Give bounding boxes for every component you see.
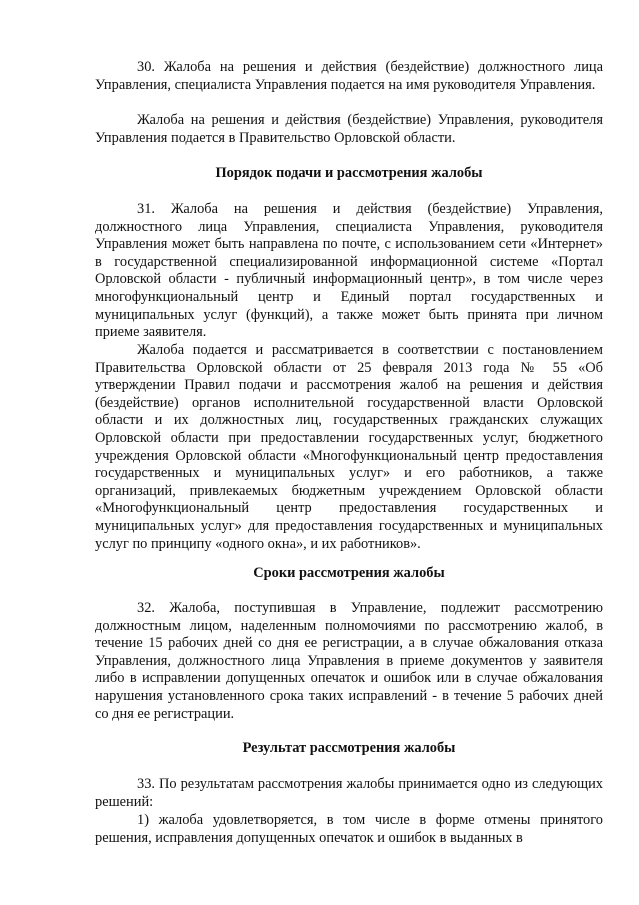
paragraph-31-legal-basis: Жалоба подается и рассматривается в соответствии с постановлением Правительства Орловской области от 25 февраля 2013 года № 55 «Об утверждении Правил подачи и рассмотрения жалоб на решения и действия (бездействие) органов исполнительной государственной власти Орловской области и их должностных лиц, государственных гражданских служащих Орловской области при предоставлении государственных услуг, бюджетного учреждения Орловской области «Многофункциональный центр предоставления государственных и муниципальных услуг» и его работников, а также организаций, привлекаемых бюджетным учреждением Орловской области «Многофункциональный центр предоставления государственных и муниципальных услуг» для предоставления государственных и муниципальных услуг по принципу «одного окна», и их работников». (95, 342, 603, 552)
paragraph-32-review-period: 32. Жалоба, поступившая в Управление, подлежит рассмотрению должностным лицом, наделенным полномочиями по рассмотрению жалоб, в течение 15 рабочих дней со дня ее регистрации, а в случае обжалования отказа Управления, должностного лица Управления в приеме документов у заявителя либо в исправлении допущенных опечаток и ошибок или в случае обжалования нарушения установленного срока таких исправлений - в течение 5 рабочих дней со дня ее регистрации. (95, 600, 603, 722)
section-heading-terms (95, 565, 603, 583)
section-heading-procedure (95, 165, 603, 183)
paragraph-30-complaint-management: Жалоба на решения и действия (бездействие) Управления, руководителя Управления подается в Правительство Орловской области. (95, 112, 603, 146)
paragraph-33-decisions: 33. По результатам рассмотрения жалобы принимается одно из следующих решений: (95, 776, 603, 810)
section-heading-procedure-text: Порядок подачи и рассмотрения жалобы (215, 165, 483, 181)
section-heading-result-text: Результат рассмотрения жалобы (242, 740, 456, 756)
paragraph-31-submission-channels: 31. Жалоба на решения и действия (бездействие) Управления, должностного лица Управления, специалиста Управления, руководителя Управления может быть направлена по почте, с использованием сети «Интернет» в государственной специализированной информационной системе «Портал Орловской области - публичный информационный центр», в том числе через многофункциональный центр и Единый портал государственных и муниципальных услуг (функций), а также может быть принята при личном приеме заявителя. (95, 201, 603, 341)
section-heading-result (95, 740, 603, 758)
paragraph-33-decision-1: 1) жалоба удовлетворяется, в том числе в форме отмены принятого решения, исправления допущенных опечаток и ошибок в выданных в (95, 812, 603, 846)
section-heading-terms-text: Сроки рассмотрения жалобы (253, 565, 445, 581)
paragraph-30-complaint-official: 30. Жалоба на решения и действия (бездействие) должностного лица Управления, специалиста Управления подается на имя руководителя Управления. (95, 59, 603, 93)
